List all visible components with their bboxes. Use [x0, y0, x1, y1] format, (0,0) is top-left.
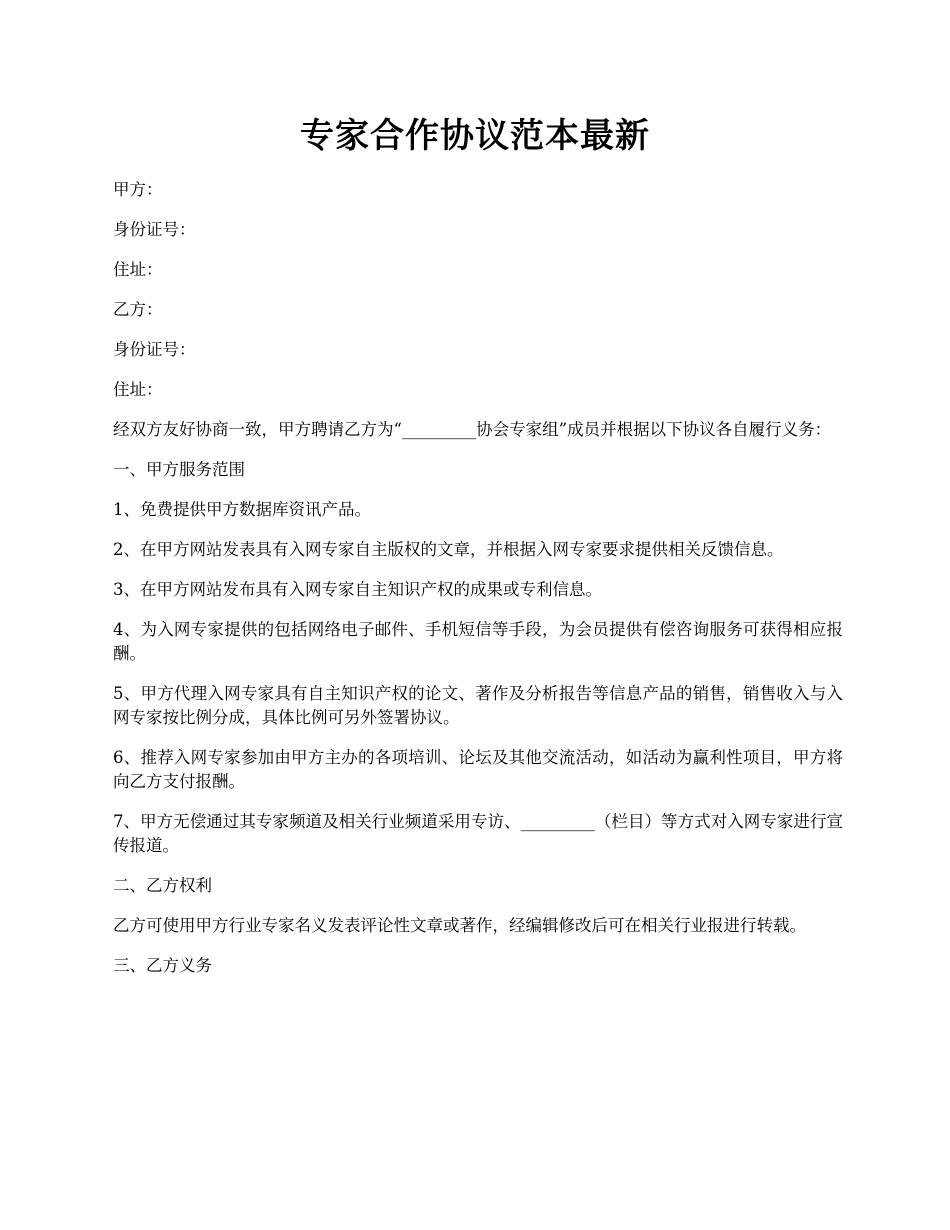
clause-7: 7、甲方无偿通过其专家频道及相关行业频道采用专访、_________（栏目）等方式对入网专家进行宣传报道。: [113, 812, 843, 855]
clause-3: 3、在甲方网站发布具有入网专家自主知识产权的成果或专利信息。: [113, 580, 602, 599]
clause-4: 4、为入网专家提供的包括网络电子邮件、手机短信等手段，为会员提供有偿咨询服务可获得相应报酬。: [113, 620, 843, 663]
section-heading-2: 二、乙方权利: [113, 876, 212, 895]
party-b-id-label: 身份证号：: [113, 340, 196, 359]
document-body: [113, 178, 843, 994]
section-heading-3: 三、乙方义务: [113, 956, 212, 975]
clause-5: 5、甲方代理入网专家具有自主知识产权的论文、著作及分析报告等信息产品的销售，销售收入与入网专家按比例分成，具体比例可另外签署协议。: [113, 684, 843, 727]
document-title: 专家合作协议范本最新: [300, 116, 650, 156]
agreement-intro: 经双方友好协商一致，甲方聘请乙方为“_________协会专家组”成员并根据以下协议各自履行义务：: [113, 420, 832, 439]
party-b-rights-text: 乙方可使用甲方行业专家名义发表评论性文章或著作，经编辑修改后可在相关行业报进行转载。: [113, 916, 806, 935]
clause-6: 6、推荐入网专家参加由甲方主办的各项培训、论坛及其他交流活动，如活动为赢利性项目，甲方将向乙方支付报酬。: [113, 748, 843, 791]
clause-1: 1、免费提供甲方数据库资讯产品。: [113, 500, 371, 519]
section-heading-1: 一、甲方服务范围: [113, 460, 245, 479]
party-a-label: 甲方：: [113, 180, 163, 199]
party-a-id-label: 身份证号：: [113, 220, 196, 239]
party-b-address-label: 住址：: [113, 380, 163, 399]
party-a-address-label: 住址：: [113, 260, 163, 279]
party-b-label: 乙方：: [113, 300, 163, 319]
clause-2: 2、在甲方网站发表具有入网专家自主版权的文章，并根据入网专家要求提供相关反馈信息。: [113, 540, 784, 559]
